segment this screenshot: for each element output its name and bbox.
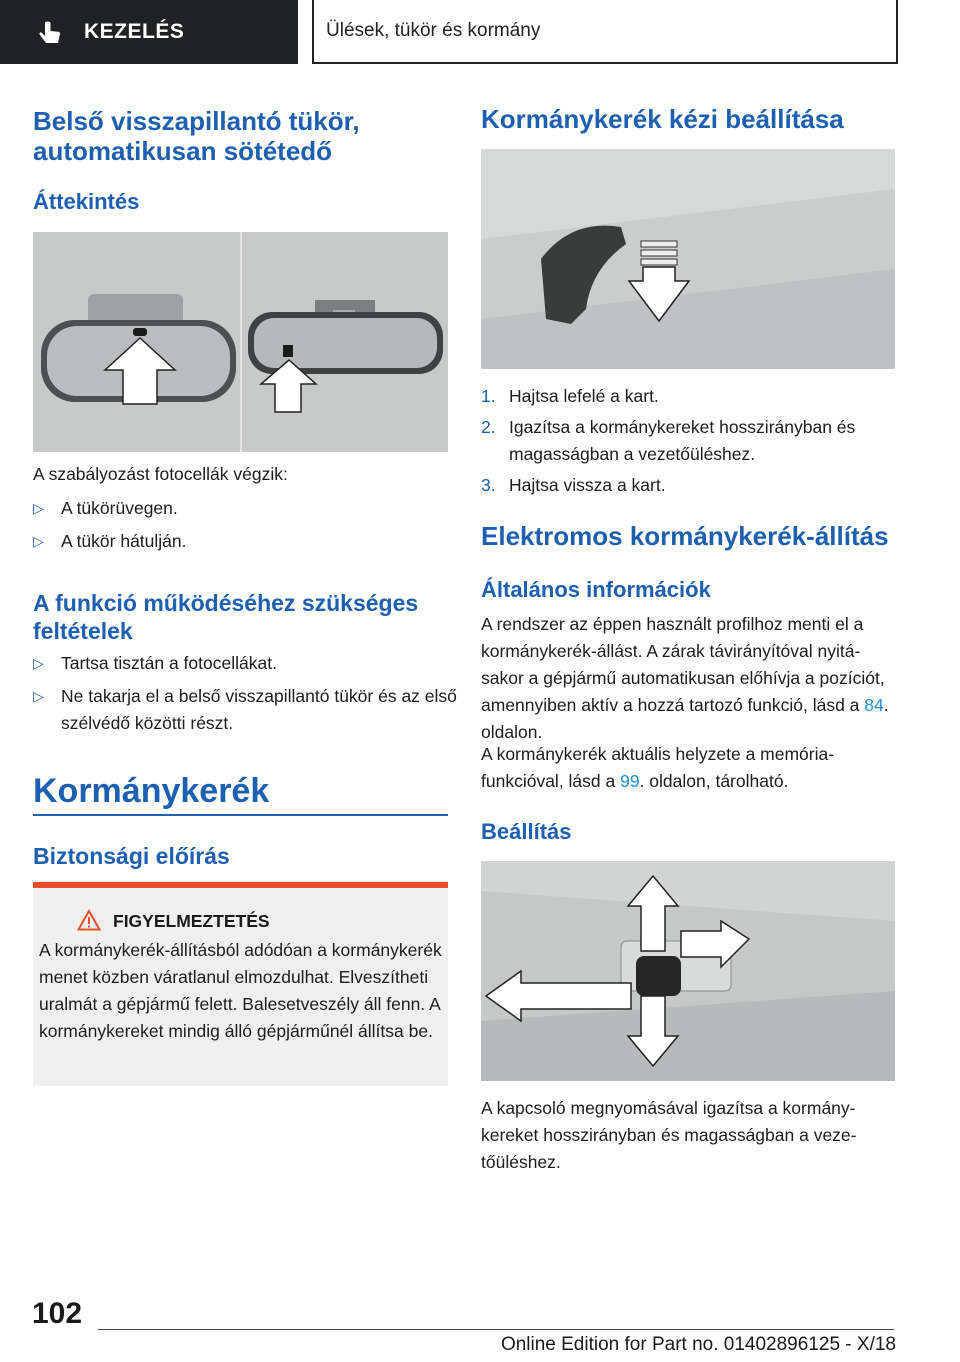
mirror-heading: Belső visszapillantó tükör, automatikusan sötétedő: [33, 106, 360, 166]
switch-illustration: [481, 861, 895, 1081]
setting-heading: Beállítás: [481, 819, 572, 844]
list-item: [33, 683, 476, 737]
bullet-triangle-icon: ▷: [33, 533, 44, 549]
general-info-paragraph: [481, 611, 895, 746]
step-item: [481, 472, 923, 499]
list-item: [33, 528, 476, 555]
footer-divider: [98, 1329, 894, 1330]
lever-image: [481, 149, 895, 369]
paragraph-text: . oldalon, tárolható.: [639, 771, 789, 791]
warning-box: [33, 882, 448, 1086]
edition-note: Online Edition for Part no. 01402896125 - X/18: [500, 1334, 896, 1355]
page-number: 102: [32, 1297, 83, 1330]
electric-adjust-heading: Elektromos kormánykerék-állítás: [481, 521, 889, 551]
step-item: [481, 414, 923, 468]
step-number: 2.: [481, 417, 496, 437]
warning-bar: [33, 882, 448, 888]
page-link[interactable]: 84: [864, 695, 884, 715]
chapter-divider: [33, 814, 448, 816]
list-item-text: A tükör hátulján.: [61, 531, 187, 551]
section-tab: [0, 0, 298, 64]
chapter-title: Ülések, tükör és kormány: [326, 20, 541, 41]
bullet-triangle-icon: ▷: [33, 655, 44, 671]
switch-image: [481, 861, 895, 1081]
chapter-heading: Kormánykerék: [33, 772, 270, 810]
list-item-text: A tükörüvegen.: [61, 498, 178, 518]
function-conditions-heading: A funkció működéséhez szükséges feltételek: [33, 590, 419, 644]
warning-triangle-icon: [77, 909, 101, 931]
step-item: [481, 383, 923, 410]
step-text: Hajtsa vissza a kart.: [509, 475, 666, 495]
chapter-box: [312, 0, 898, 64]
intro-text: A szabályozást fotocellák végzik:: [33, 464, 288, 484]
section-title: KEZELÉS: [84, 20, 185, 43]
overview-heading: Áttekintés: [33, 189, 140, 214]
paragraph-text: . oldalon.: [481, 695, 889, 742]
mirror-image: [33, 232, 448, 452]
paragraph-text: A rendszer az éppen használt profilhoz menti el a kormánykerék-állást. A zárak távirányítóval nyitásakor a gépjármű automatikusan előhívja a pozíciót, amennyiben aktív a hozzá tartozó funkció, lásd a: [481, 614, 885, 715]
list-item-text: Ne takarja el a belső visszapillantó tükör és az első szélvédő közötti részt.: [61, 686, 457, 733]
step-number: 3.: [481, 475, 496, 495]
warning-text: A kormánykerék-állításból adódóan a kormánykerék menet közben váratlanul elmozdulhat. Elveszítheti uralmát a gépjármű felett. Balesetveszély áll fenn. A kormánykereket mindig álló gépjárműnél állítsa be.: [39, 940, 442, 1041]
page-header: [0, 0, 960, 66]
bullet-triangle-icon: ▷: [33, 688, 44, 704]
manual-adjust-heading: Kormánykerék kézi beállítása: [481, 104, 844, 134]
memory-paragraph: [481, 741, 895, 795]
step-text: Hajtsa lefelé a kart.: [509, 386, 659, 406]
mirror-illustration: [33, 232, 448, 452]
safety-heading: Biztonsági előírás: [33, 843, 230, 869]
setting-text: A kapcsoló megnyomásával igazítsa a kormánykereket hosszirányban és magasságban a vezetőüléshez.: [481, 1098, 857, 1172]
warning-title: FIGYELMEZTETÉS: [113, 911, 270, 931]
lever-illustration: [481, 149, 895, 369]
bullet-triangle-icon: ▷: [33, 500, 44, 516]
page-link[interactable]: 99: [620, 771, 640, 791]
hand-pointer-icon: [36, 20, 64, 48]
list-item-text: Tartsa tisztán a fotocellákat.: [61, 653, 277, 673]
step-number: 1.: [481, 386, 496, 406]
paragraph-text: A kormánykerék aktuális helyzete a memóriafunkcióval, lásd a: [481, 744, 835, 791]
list-item: [33, 650, 476, 677]
step-text: Igazítsa a kormánykereket hosszirányban és magasságban a vezetőüléshez.: [509, 417, 856, 464]
general-info-heading: Általános információk: [481, 577, 711, 602]
list-item: [33, 495, 476, 522]
